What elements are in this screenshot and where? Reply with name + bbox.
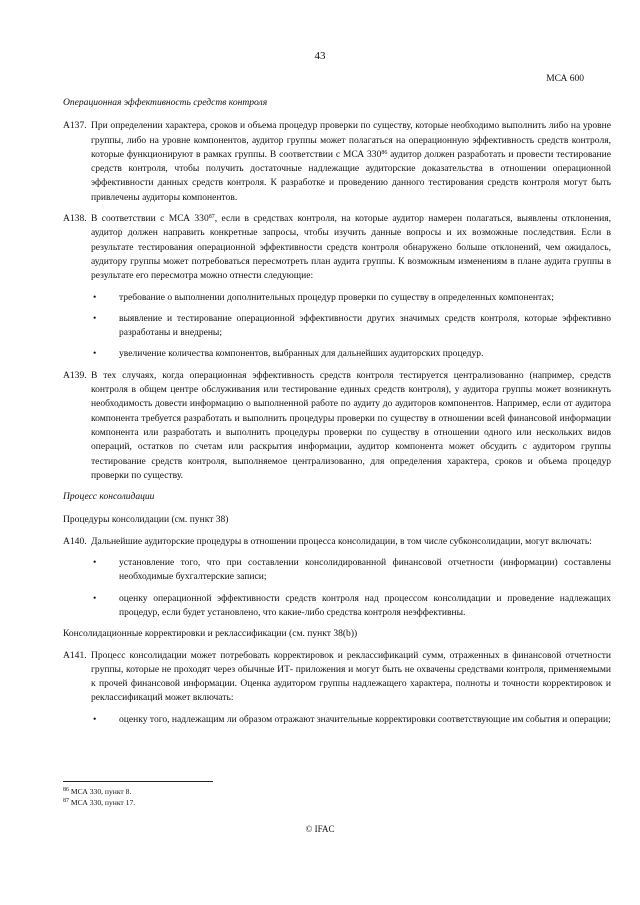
footnote-text: МСА 330, пункт 17. <box>70 798 136 807</box>
paragraph-a139 <box>63 369 611 483</box>
bullet-icon: • <box>93 713 97 725</box>
footnote-text: МСА 330, пункт 8. <box>70 787 132 796</box>
page-content <box>63 90 611 734</box>
bullet-item <box>63 347 611 361</box>
paragraph-a141 <box>63 649 611 706</box>
bullet-icon: • <box>93 291 97 303</box>
section-heading-operating-effectiveness: Операционная эффективность средств контроля <box>63 97 268 108</box>
bullet-icon: • <box>93 592 97 604</box>
copyright-footer: © IFAC <box>305 824 335 834</box>
footnote-number: 86 <box>63 787 69 793</box>
footnote-ref: 86 <box>381 149 388 156</box>
paragraph-text: аудитор должен разработать и провести тестирование средств контроля, чтобы получить достаточные надлежащие аудиторские доказательства в отношении операционной эффективности данных средств контроля. К разработке и проведению данного тестирования средств контроля могут быть привлечены аудиторы компонентов. <box>91 148 611 203</box>
bullet-icon: • <box>93 312 97 324</box>
paragraph-number: A141. <box>63 649 87 661</box>
bullet-item <box>63 556 611 585</box>
bullet-icon: • <box>93 557 97 569</box>
paragraph-text: , если в средствах контроля, на которые аудитор намерен полагаться, выявлены отклонения, аудитор должен направить конкретные запросы, чтобы изучить данные вопросы и их возможные последствия. Если в результате тестирования операционной эффективности средств контроля обнаружено больше отклонений, чем ожидалось, аудитору группы может потребоваться пересмотреть план аудита группы. К возможным изменениям в плане аудита группы в результате его пересмотра можно отнести следующие: <box>91 213 612 282</box>
bullet-item <box>63 312 611 341</box>
bullet-text: выявление и тестирование операционной эффективности других значимых средств контроля, которые эффективно разработаны и внедрены; <box>119 312 611 339</box>
paragraph-a138 <box>63 212 611 283</box>
footnote-ref: 87 <box>208 214 215 221</box>
paragraph-number: A137. <box>63 120 87 132</box>
paragraph-a140 <box>63 535 611 549</box>
footnote-divider <box>63 781 213 782</box>
paragraph-number: A138. <box>63 213 87 225</box>
bullet-text: оценку операционной эффективности средств контроля над процессом консолидации и проведение надлежащих процедур, если будет установлено, что какие-либо средства контроля неэффективны. <box>119 592 611 618</box>
bullet-text: требование о выполнении дополнительных процедур проверки по существу в определенных компонентах; <box>119 291 554 303</box>
page-number: 43 <box>314 50 326 62</box>
paragraph-text: Процесс консолидации может потребовать корректировок и реклассификаций сумм, отраженных в финансовой отчетности группы, которые не проходят через обычные ИТ- приложения и могут быть не охвачены средствами контроля, применяемыми к прочей финансовой информации. Оценка аудитором группы надлежащего характера, полноты и точности корректировок и реклассификаций может включать: <box>91 649 611 704</box>
paragraph-text: В соответствии с МСА 330 <box>91 213 209 225</box>
paragraph-number: A139. <box>63 369 87 381</box>
bullet-text: установление того, что при составлении консолидированной финансовой отчетности (информации) составлены необходимые бухгалтерские записи; <box>119 557 611 583</box>
bullet-text: увеличение количества компонентов, выбранных для дальнейших аудиторских процедур. <box>119 348 484 360</box>
paragraph-number: A140. <box>63 535 87 547</box>
section-heading-consolidation: Процесс консолидации <box>63 491 155 503</box>
subheading-consolidation-procedures: Процедуры консолидации (см. пункт 38) <box>63 514 229 526</box>
paragraph-text: Дальнейшие аудиторские процедуры в отношении процесса консолидации, в том числе субконсолидации, могут включать: <box>91 535 592 547</box>
bullet-item <box>63 592 611 621</box>
paragraph-text: При определении характера, сроков и объема процедур проверки по существу, которые необходимо выполнить либо на уровне группы, либо на уровне компонентов, аудитор группы может полагаться на операционную эффективность средств контроля, которые функционируют в рамках группы. В соответствии с МСА 330 <box>91 120 611 160</box>
footnote <box>63 786 135 797</box>
paragraph-a137 <box>63 119 611 205</box>
paragraph-text: В тех случаях, когда операционная эффективность средств контроля тестируется централизованно (например, средств контроля в общем центре обслуживания или тестирование единых средств контроля), у аудитора группы может возникнуть необходимость довести информацию о выполненной работе по аудиту до аудиторов компонентов. Например, если от аудитора компонента требуется разработать и выполнить процедуры проверки по существу в отношении всей финансовой информации компонента или разработать и выполнить процедуры проверки по существу в отношении одного или нескольких видов операций, остатков по счетам или раскрытия информации, аудитор компонента может обсудить с аудитором группы тестирование средств контроля, выполняемое централизованно, для определения характера, сроков и объема процедур проверки по существу. <box>91 369 611 481</box>
subheading-consolidation-adjustments: Консолидационные корректировки и реклассификации (см. пункт 38(b)) <box>63 628 358 640</box>
bullet-item <box>63 713 611 727</box>
footnote <box>63 797 135 808</box>
bullet-text: оценку того, надлежащим ли образом отражают значительные корректировки соответствующие им события и операции; <box>119 713 611 725</box>
footnotes <box>63 786 135 808</box>
bullet-item <box>63 291 611 305</box>
footnote-number: 87 <box>63 798 69 804</box>
bullet-icon: • <box>93 348 97 360</box>
standard-label: МСА 600 <box>546 74 584 84</box>
